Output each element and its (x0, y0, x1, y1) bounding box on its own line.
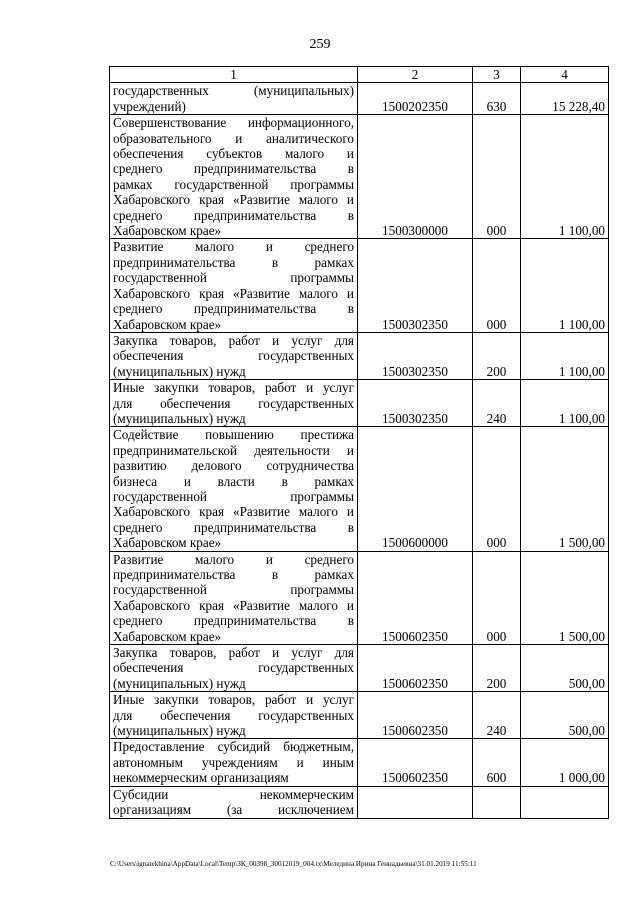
page-number: 259 (309, 37, 331, 52)
row-name-line: Хабаровском крае» (113, 535, 222, 551)
table-body (110, 83, 609, 818)
row-amount-cell: 1 100,00 (521, 380, 609, 427)
row-amount-cell: 1 000,00 (521, 739, 609, 786)
row-name-line: образовательного и аналитического (113, 130, 354, 146)
row-name-line: Хабаровского края «Развитие малого и (113, 504, 354, 520)
row-name-line: Хабаровского края «Развитие малого и (113, 597, 354, 613)
row-name-line: Закупка товаров, работ и услуг для (113, 645, 354, 661)
row-amount-cell (521, 786, 609, 818)
table-row (110, 551, 609, 644)
row-name-line: (муниципальных) нужд (113, 363, 246, 379)
row-amount-cell: 1 500,00 (521, 427, 609, 551)
row-name-line: обеспечения государственных (113, 348, 354, 364)
row-name-line: среднего предпринимательства в (113, 519, 354, 535)
row-name-cell (110, 739, 358, 786)
row-name-line: Развитие малого и среднего (113, 239, 354, 255)
row-code-cell: 1500602350 (358, 645, 473, 692)
row-amount-cell: 1 500,00 (521, 551, 609, 644)
row-name-line: среднего предпринимательства в (113, 613, 354, 629)
row-type-cell: 630 (473, 83, 521, 115)
row-name-line: Хабаровского края «Развитие малого и (113, 192, 354, 208)
row-name-line: (муниципальных) нужд (113, 723, 246, 739)
row-name-line: среднего предпринимательства в (113, 207, 354, 223)
row-name-line: Закупка товаров, работ и услуг для (113, 332, 354, 348)
row-name-line: некоммерческим организациям (113, 770, 289, 786)
row-type-cell: 200 (473, 332, 521, 379)
table-row (110, 83, 609, 115)
budget-table (109, 66, 609, 819)
row-code-cell: 1500302350 (358, 332, 473, 379)
row-name-line: обеспечения государственных (113, 660, 354, 676)
row-code-cell: 1500302350 (358, 239, 473, 332)
row-name-line: учреждений) (113, 98, 186, 114)
row-code-cell: 1500602350 (358, 739, 473, 786)
row-type-cell: 240 (473, 380, 521, 427)
table-row (110, 239, 609, 332)
row-name-line: развитию делового сотрудничества (113, 458, 354, 474)
row-code-cell: 1500300000 (358, 115, 473, 239)
row-name-line: предпринимательства в рамках (113, 567, 354, 582)
row-amount-cell: 1 100,00 (521, 115, 609, 239)
row-name-line: Совершенствование информационного, (113, 115, 354, 131)
row-type-cell: 240 (473, 692, 521, 739)
table-row (110, 380, 609, 427)
row-name-cell (110, 692, 358, 739)
row-type-cell: 200 (473, 645, 521, 692)
row-name-cell (110, 551, 358, 644)
row-name-line: государственной программы (113, 270, 354, 286)
row-amount-cell: 15 228,40 (521, 83, 609, 115)
table-row (110, 786, 609, 818)
row-name-line: для обеспечения государственных (113, 395, 354, 411)
row-type-cell: 000 (473, 551, 521, 644)
row-name-line: для обеспечения государственных (113, 707, 354, 723)
row-amount-cell: 1 100,00 (521, 239, 609, 332)
row-name-line: автономным учреждениям и иным (113, 754, 354, 770)
row-name-line: рамках государственной программы (113, 176, 354, 192)
header-col-1: 1 (110, 67, 358, 83)
row-amount-cell: 1 100,00 (521, 332, 609, 379)
row-type-cell: 600 (473, 739, 521, 786)
header-col-4: 4 (521, 67, 609, 83)
row-code-cell: 1500602350 (358, 692, 473, 739)
row-amount-cell: 500,00 (521, 692, 609, 739)
row-name-line: бизнеса и власти в рамках (113, 473, 354, 489)
table-row (110, 645, 609, 692)
row-type-cell: 000 (473, 115, 521, 239)
row-name-line: (муниципальных) нужд (113, 675, 246, 691)
table-row (110, 427, 609, 551)
row-name-line: (муниципальных) нужд (113, 410, 246, 426)
row-name-line: государственной программы (113, 488, 354, 504)
row-type-cell: 000 (473, 239, 521, 332)
row-name-line: организациям (за исключением (113, 802, 354, 818)
row-name-cell (110, 115, 358, 239)
header-col-3: 3 (473, 67, 521, 83)
row-name-line: среднего предпринимательства в (113, 301, 354, 317)
table-header (110, 67, 609, 83)
row-name-line: Субсидии некоммерческим (113, 786, 354, 802)
row-amount-cell: 500,00 (521, 645, 609, 692)
row-name-line: государственных (муниципальных) (113, 83, 354, 99)
row-name-line: обеспечения субъектов малого и (113, 146, 354, 162)
row-code-cell: 1500602350 (358, 551, 473, 644)
row-type-cell (473, 786, 521, 818)
row-name-cell (110, 645, 358, 692)
table-row (110, 692, 609, 739)
row-name-line: среднего предпринимательства в (113, 161, 354, 177)
document-path-footer: C:\Users\ignatekhina\AppData\Local\Temp\ЗК_00398_30012019_004.tx\Меледина Ирина Геннадьевна\31.01.2019 11:55:11 (110, 860, 477, 868)
row-name-cell (110, 83, 358, 115)
row-type-cell: 000 (473, 427, 521, 551)
row-name-line: Содействие повышению престижа (113, 427, 354, 443)
row-name-line: Развитие малого и среднего (113, 551, 354, 567)
header-col-2: 2 (358, 67, 473, 83)
row-name-line: Иные закупки товаров, работ и услуг (113, 692, 354, 708)
row-code-cell: 1500600000 (358, 427, 473, 551)
row-name-line: предпринимательской деятельности и (113, 442, 354, 458)
row-name-line: Хабаровском крае» (113, 628, 222, 644)
row-code-cell (358, 786, 473, 818)
table-row (110, 739, 609, 786)
row-name-line: государственной программы (113, 582, 354, 598)
table-row (110, 332, 609, 379)
row-name-cell (110, 380, 358, 427)
row-name-line: Предоставление субсидий бюджетным, (113, 739, 354, 755)
row-name-line: предпринимательства в рамках (113, 254, 354, 270)
row-name-cell (110, 332, 358, 379)
row-name-line: Хабаровском крае» (113, 223, 222, 239)
row-name-line: Хабаровского края «Развитие малого и (113, 285, 354, 301)
row-code-cell: 1500202350 (358, 83, 473, 115)
row-name-line: Иные закупки товаров, работ и услуг (113, 380, 354, 396)
row-name-cell (110, 427, 358, 551)
row-name-cell (110, 239, 358, 332)
row-name-cell (110, 786, 358, 818)
table-row (110, 115, 609, 239)
row-name-line: Хабаровском крае» (113, 316, 222, 332)
row-code-cell: 1500302350 (358, 380, 473, 427)
